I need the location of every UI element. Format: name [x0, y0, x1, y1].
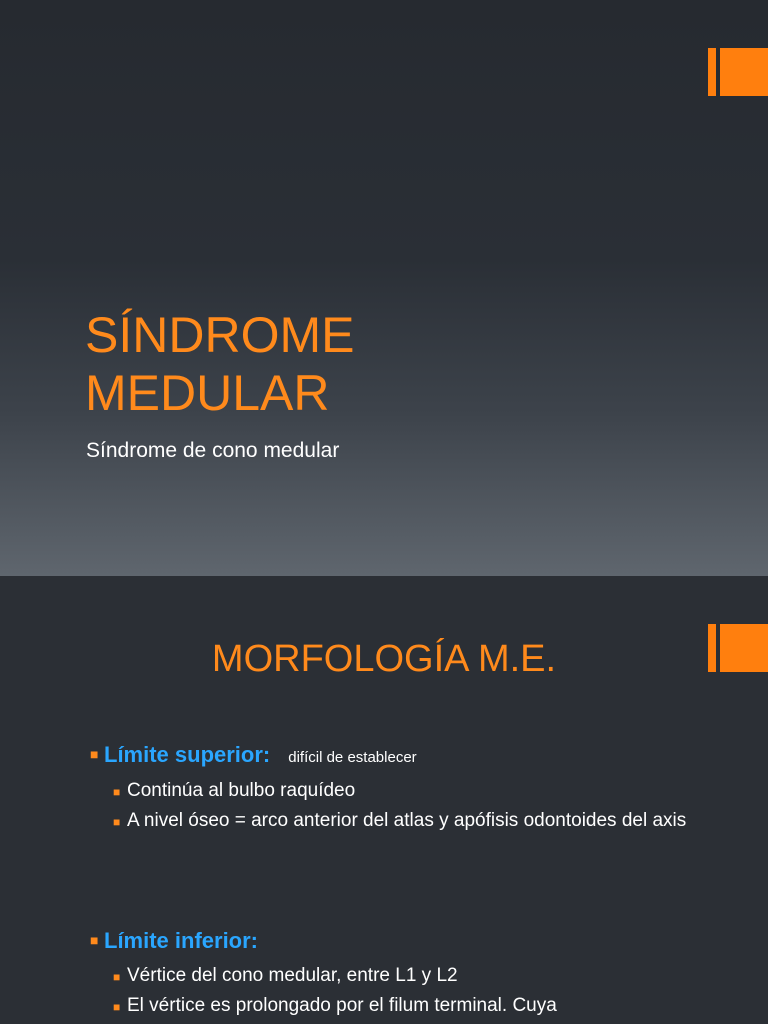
bullet-square-icon: ■ — [113, 1000, 121, 1014]
bullet-square-icon: ■ — [90, 746, 99, 762]
sub-bullet-text: Continúa al bulbo raquídeo — [127, 780, 356, 801]
sub-bullet-text: El vértice es prolongado por el filum terminal. Cuya — [127, 995, 557, 1016]
orange-logo-mark — [708, 48, 768, 96]
bullet-square-icon: ■ — [113, 815, 121, 829]
upper-limit-note: difícil de establecer — [288, 749, 417, 766]
slide-subtitle: Síndrome de cono medular — [86, 439, 340, 462]
sub-bullet — [113, 993, 693, 1018]
bullet-lower-limit — [90, 928, 258, 954]
logo-bar — [708, 48, 716, 96]
slide-title-line2: MEDULAR — [85, 365, 330, 421]
sub-bullet — [113, 963, 693, 988]
slide-title-line1: SÍNDROME — [85, 307, 355, 363]
bullet-square-icon: ■ — [113, 785, 121, 799]
sub-bullet — [113, 778, 693, 803]
sub-bullet-text: A nivel óseo = arco anterior del atlas y apófisis odontoides del axis — [127, 810, 687, 831]
sub-bullet-text: Vértice del cono medular, entre L1 y L2 — [127, 965, 458, 986]
upper-limit-heading: Límite superior: — [104, 742, 271, 767]
bullet-upper-limit — [90, 742, 417, 768]
content-slide-title: MORFOLOGÍA M.E. — [211, 638, 557, 680]
logo-block — [720, 48, 768, 96]
content-slide — [0, 576, 768, 1024]
bullet-square-icon: ■ — [90, 932, 99, 948]
sub-bullet — [113, 808, 693, 833]
slide-title — [85, 306, 354, 422]
bullet-square-icon: ■ — [113, 970, 121, 984]
lower-limit-heading: Límite inferior: — [104, 928, 259, 953]
